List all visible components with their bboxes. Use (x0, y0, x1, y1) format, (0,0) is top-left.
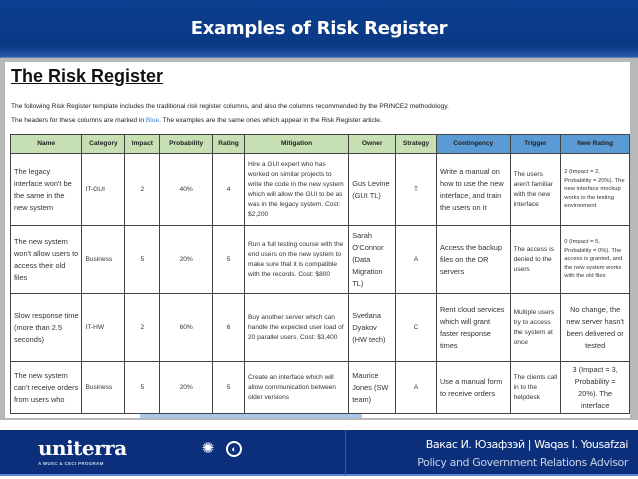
table-cell: Gus Levine (GUI TL) (349, 154, 396, 226)
risk-register-table (10, 134, 630, 414)
intro-text-part: . The examples are the same ones which appear in the Risk Register article. (159, 117, 382, 124)
table-cell: Use a manual form to receive orders (436, 362, 510, 414)
table-cell: Write a manual on how to use the new interface, and train the users on it (436, 154, 510, 226)
table-cell: Run a full testing course with the end users on the new system to make sure that it is compatible with the records. Cost: $800 (245, 226, 349, 294)
column-header: Strategy (396, 135, 437, 154)
column-header: Impact (125, 135, 160, 154)
table-cell: 60% (160, 294, 213, 362)
column-header: New Rating (561, 135, 630, 154)
table-cell: The legacy interface won't be the same in the new system (11, 154, 82, 226)
table-cell: The new system won't allow users to access their old files (11, 226, 82, 294)
table-cell: The access is denied to the users (510, 226, 561, 294)
author-name: Вакас И. Юзафзэй | Waqas I. Yousafzai (425, 438, 628, 451)
table-cell: The clients call in to the helpdesk (510, 362, 561, 414)
column-header: Name (11, 135, 82, 154)
table-cell: 20% (160, 362, 213, 414)
table-cell: 3 (Impact = 3, Probability = 20%). The interface (561, 362, 630, 414)
author-role: Policy and Government Relations Advisor (417, 456, 628, 469)
table-cell: Maurice Jones (SW team) (349, 362, 396, 414)
table-cell: 5 (125, 362, 160, 414)
column-header: Trigger (510, 135, 561, 154)
table-cell: Sarah O'Connor (Data Migration TL) (349, 226, 396, 294)
column-header: Contingency (436, 135, 510, 154)
table-row (11, 294, 630, 362)
table-cell: Business (82, 226, 125, 294)
uniterra-logo-subtitle: A WUSC & CECI PROGRAM (38, 461, 104, 466)
table-cell: Create an interface which will allow communication between older versions (245, 362, 349, 414)
table-cell: Business (82, 362, 125, 414)
intro-text (11, 100, 449, 128)
table-cell: 5 (213, 226, 245, 294)
intro-line-2 (11, 114, 449, 128)
slide-title: Examples of Risk Register (190, 18, 448, 39)
table-cell: The users aren't familiar with the new interface (510, 154, 561, 226)
slide-title-bar (0, 0, 638, 58)
column-header: Rating (213, 135, 245, 154)
table-cell: 4 (213, 154, 245, 226)
intro-blue-word: Blue (145, 117, 160, 124)
table-cell: 2 (Impact = 2, Probability = 20%). The new interface mockup works in the testing environment (561, 154, 630, 226)
footer-divider (345, 430, 346, 476)
document-frame (0, 58, 638, 420)
table-cell: 2 (125, 154, 160, 226)
document-heading: The Risk Register (11, 66, 164, 86)
table-cell: The new system can't receive orders from users who (11, 362, 82, 414)
table-cell: No change, the new server hasn't been delivered or tested (561, 294, 630, 362)
table-cell: C (396, 294, 437, 362)
table-cell: A (396, 226, 437, 294)
document-page (5, 62, 630, 418)
column-header: Owner (349, 135, 396, 154)
table-cell: 5 (125, 226, 160, 294)
uniterra-logo: uniterra (38, 436, 127, 460)
table-cell: 2 (125, 294, 160, 362)
table-cell: 40% (160, 154, 213, 226)
table-cell: Svetlana Dyakov (HW tech) (349, 294, 396, 362)
table-cell: Rent cloud services which will grant faster response times (436, 294, 510, 362)
table-row (11, 154, 630, 226)
table-cell: Multiple users try to access the system at once (510, 294, 561, 362)
table-cell: Hire a GUI expert who has worked on similar projects to write the code in the new system which will allow the GUI to be as was in the legacy system. Cost: $2,200 (245, 154, 349, 226)
table-cell: IT-GUI (82, 154, 125, 226)
ceci-logo-icon: ◐ (226, 441, 242, 457)
intro-text-part: The headers for these columns are marked in (11, 117, 146, 124)
table-cell: Buy another server which can handle the expected user load of 20 parallel users. Cost: $3,400 (245, 294, 349, 362)
column-header: Mitigation (245, 135, 349, 154)
intro-line-1: The following Risk Register template includes the traditional risk register columns, and also the columns recommended by the PRINCE2 methodology. (11, 103, 449, 110)
table-row (11, 226, 630, 294)
wusc-logo-icon: ✺ (201, 440, 215, 457)
table-cell: Slow response time (more than 2.5 seconds) (11, 294, 82, 362)
footer (0, 430, 638, 476)
table-cell: IT-HW (82, 294, 125, 362)
horizontal-scrollbar[interactable] (140, 414, 362, 418)
table-cell: A (396, 362, 437, 414)
table-row (11, 362, 630, 414)
column-header: Category (82, 135, 125, 154)
table-cell: 5 (213, 362, 245, 414)
table-cell: T (396, 154, 437, 226)
table-cell: Access the backup files on the DR servers (436, 226, 510, 294)
column-header: Probability (160, 135, 213, 154)
table-cell: 20% (160, 226, 213, 294)
table-cell: 6 (213, 294, 245, 362)
table-cell: 0 (Impact = 5, Probability = 0%). The access is granted, and the new system works with the old files (561, 226, 630, 294)
